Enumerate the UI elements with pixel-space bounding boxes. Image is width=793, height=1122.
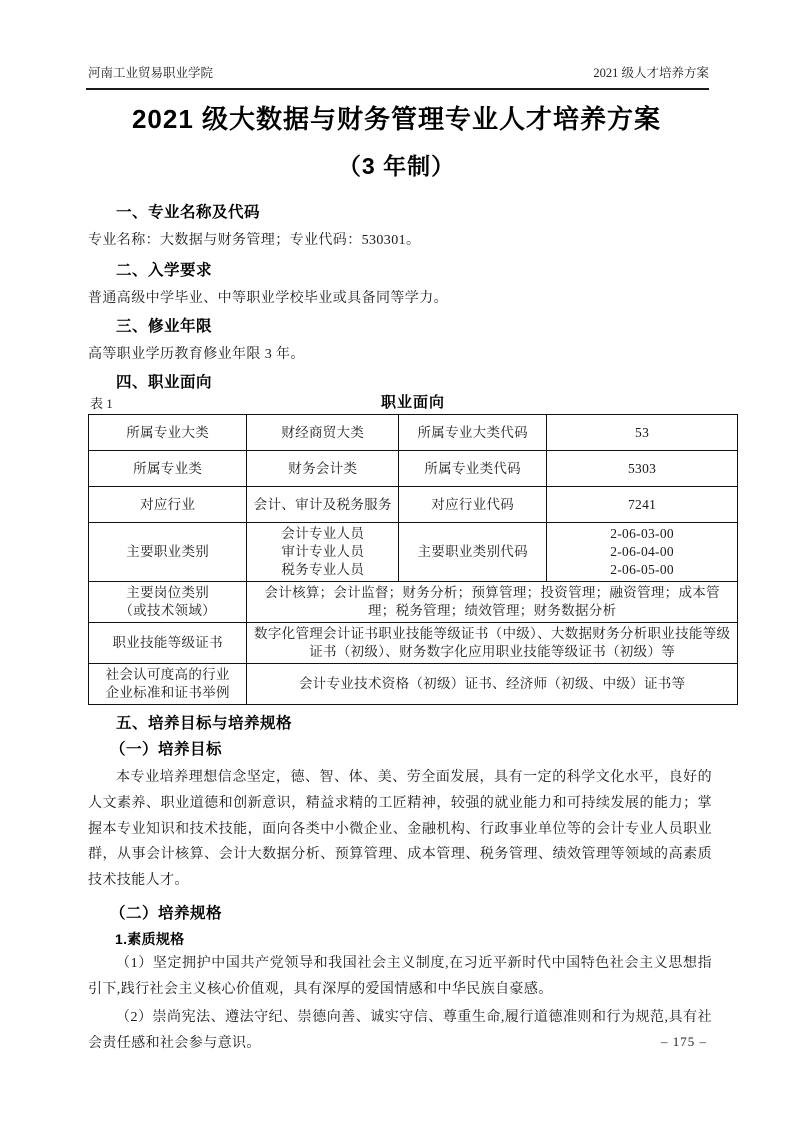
document-body [88,202,738,1057]
table-cell: 对应行业代码 [399,487,547,523]
cell-line: 企业标准和证书举例 [105,685,230,700]
cell-line: 税务专业人员 [281,562,365,577]
cell-line: 2-06-05-00 [610,562,674,577]
quality-spec-item-1: （1）坚定拥护中国共产党领导和我国社会主义制度,在习近平新时代中国特色社会主义思想指引下,践行社会主义核心价值观，具有深厚的爱国情感和中华民族自豪感。 [88,955,712,997]
table-cell: 财务会计类 [247,451,399,487]
section-4-heading: 四、职业面向 [116,374,213,391]
table-cell: 会计、审计及税务服务 [247,487,399,523]
header-rule [86,88,709,90]
table-cell: 所属专业类 [89,451,247,487]
page-header [88,64,709,82]
section-5-sub2-heading: （二）培养规格 [110,904,223,922]
table-row [89,623,738,664]
table-title: 职业面向 [380,394,445,411]
cell-line: 2-06-03-00 [610,526,674,541]
table-row [89,415,738,451]
table-cell: 所属专业大类 [89,415,247,451]
table-cell: 会计专业技术资格（初级）证书、经济师（初级、中级）证书等 [247,664,738,705]
cell-line: 会计专业人员 [281,526,365,541]
table-row [89,523,738,582]
table-cell [89,664,247,705]
table-cell: 主要职业类别代码 [399,523,547,582]
section-5-sub1-heading: （一）培养目标 [110,741,223,758]
section-1-body: 专业名称：大数据与财务管理；专业代码：530301。 [88,233,421,248]
section-3-body: 高等职业学历教育修业年限 3 年。 [88,347,305,362]
table-cell: 所属专业大类代码 [399,415,547,451]
table-cell: 53 [547,415,738,451]
cell-line: 审计专业人员 [281,544,365,559]
section-1-heading: 一、专业名称及代码 [116,204,261,221]
table-cell: 主要职业类别 [89,523,247,582]
table-row [89,451,738,487]
table-cell: 数字化管理会计证书职业技能等级证书（中级）、大数据财务分析职业技能等级证书（初级）、财务数字化应用职业技能等级证书（初级）等 [247,623,738,664]
table-row [89,582,738,623]
cell-line: 2-06-04-00 [610,544,674,559]
table-cell: 职业技能等级证书 [89,623,247,664]
table-cell: 5303 [547,451,738,487]
section-5-heading: 五、培养目标与培养规格 [116,715,293,732]
document-title: 2021 级大数据与财务管理专业人才培养方案 [131,104,662,134]
cell-line: 主要岗位类别 [126,585,210,600]
table-cell [547,523,738,582]
occupation-table [88,414,738,705]
table-cell: 会计核算；会计监督；财务分析；预算管理；投资管理；融资管理；成本管理；税务管理；绩效管理；财务数据分析 [247,582,738,623]
cell-line: 社会认可度高的行业 [105,667,230,682]
table-row [89,664,738,705]
table-cell: 财经商贸大类 [247,415,399,451]
header-school-name: 河南工业贸易职业学院 [88,66,214,80]
table-cell: 7241 [547,487,738,523]
section-2-heading: 二、入学要求 [116,262,213,279]
table-row [89,487,738,523]
quality-spec-heading: 1.素质规格 [115,930,185,947]
quality-spec-item-2: （2）崇尚宪法、遵法守纪、崇德向善、诚实守信、尊重生命,履行道德准则和行为规范,具有社会责任感和社会参与意识。 [88,1009,712,1051]
section-3-heading: 三、修业年限 [116,318,213,335]
table-cell [89,582,247,623]
document-subtitle: （3 年制） [337,153,456,179]
table-caption [88,395,738,413]
page-number: – 175 – [661,1034,707,1049]
table-label: 表 1 [90,396,113,411]
table-cell [247,523,399,582]
table-cell: 所属专业类代码 [399,451,547,487]
cell-line: （或技术领域） [119,603,216,618]
training-goal-paragraph: 本专业培养理想信念坚定，德、智、体、美、劳全面发展，具有一定的科学文化水平，良好的人文素养、职业道德和创新意识，精益求精的工匠精神，较强的就业能力和可持续发展的能力；掌握本专业知识和技术技能，面向各类中小微企业、金融机构、行政事业单位等的会计专业人员职业群，从事会计核算、会计大数据分析、预算管理、成本管理、税务管理、绩效管理等领域的高素质技术技能人才。 [88,770,712,889]
table-cell: 对应行业 [89,487,247,523]
section-2-body: 普通高级中学毕业、中等职业学校毕业或具备同等学力。 [88,291,448,306]
header-plan-name: 2021 级人才培养方案 [593,66,709,80]
